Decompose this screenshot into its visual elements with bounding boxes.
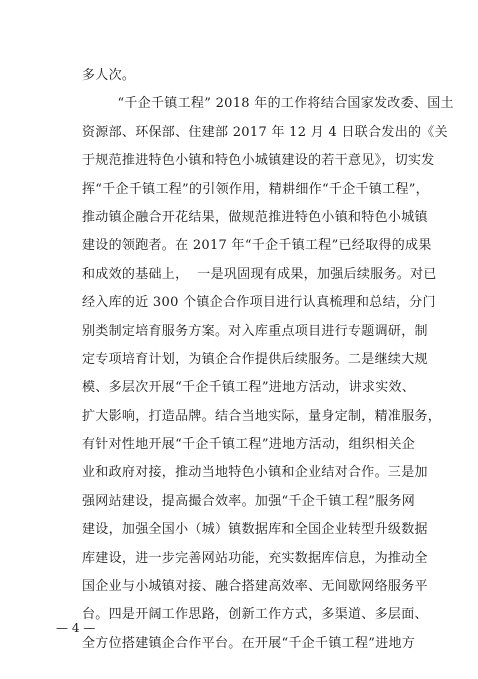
text-line: 建设的领跑者。在 2017 年“千企千镇工程”已经取得的成果 — [82, 238, 432, 254]
text-line: 模、多层次开展“千企千镇工程”进地方活动，讲求实效、 — [82, 380, 416, 396]
text-line: 扩大影响，打造品牌。结合当地实际，量身定制，精准服务， — [82, 408, 442, 424]
text-line: 库建设，进一步完善网站功能，充实数据库信息，为推动全 — [82, 550, 428, 566]
text-line: 定专项培育计划，为镇企合作提供后续服务。二是继续大规 — [82, 351, 428, 367]
text-line: 于规范推进特色小镇和特色小城镇建设的若干意见》，切实发 — [82, 153, 435, 169]
page-number: — 4 — — [56, 621, 96, 635]
text-line: 台。四是开阔工作思路，创新工作方式，多渠道、多层面、 — [82, 607, 428, 623]
text-line: 多人次。 — [82, 68, 136, 83]
text-line: 别类制定培育服务方案。对入库重点项目进行专题调研，制 — [82, 323, 428, 339]
text-line: 挥“千企千镇工程”的引领作用，精耕细作“千企千镇工程”， — [82, 181, 429, 197]
text-line: 建设，加强全国小（城）镇数据库和全国企业转型升级数据 — [82, 522, 428, 538]
text-line: 推动镇企融合开花结果，做规范推进特色小镇和特色小城镇 — [82, 209, 428, 225]
text-line: 资源部、环保部、住建部 2017 年 12 月 4 日联合发出的《关 — [82, 124, 448, 140]
text-line: 业和政府对接，推动当地特色小镇和企业结对合作。三是加 — [82, 465, 428, 481]
text-line: 国企业与小城镇对接、融合搭建高效率、无间歇网络服务平 — [82, 579, 428, 595]
body-text — [82, 62, 454, 658]
text-line: 和成效的基础上， 一是巩固现有成果，加强后续服务。对已 — [82, 266, 437, 282]
text-line: “千企千镇工程” 2018 年的工作将结合国家发改委、国土 — [82, 96, 454, 112]
text-line: 经入库的近 300 个镇企合作项目进行认真梳理和总结，分门 — [82, 295, 436, 311]
text-line: 强网站建设，提高撮合效率。加强“千企千镇工程”服务网 — [82, 493, 416, 509]
text-line: 全方位搭建镇企合作平台。在开展“千企千镇工程”进地方 — [82, 635, 416, 651]
text-line: 有针对性地开展“千企千镇工程”进地方活动，组织相关企 — [82, 437, 416, 453]
